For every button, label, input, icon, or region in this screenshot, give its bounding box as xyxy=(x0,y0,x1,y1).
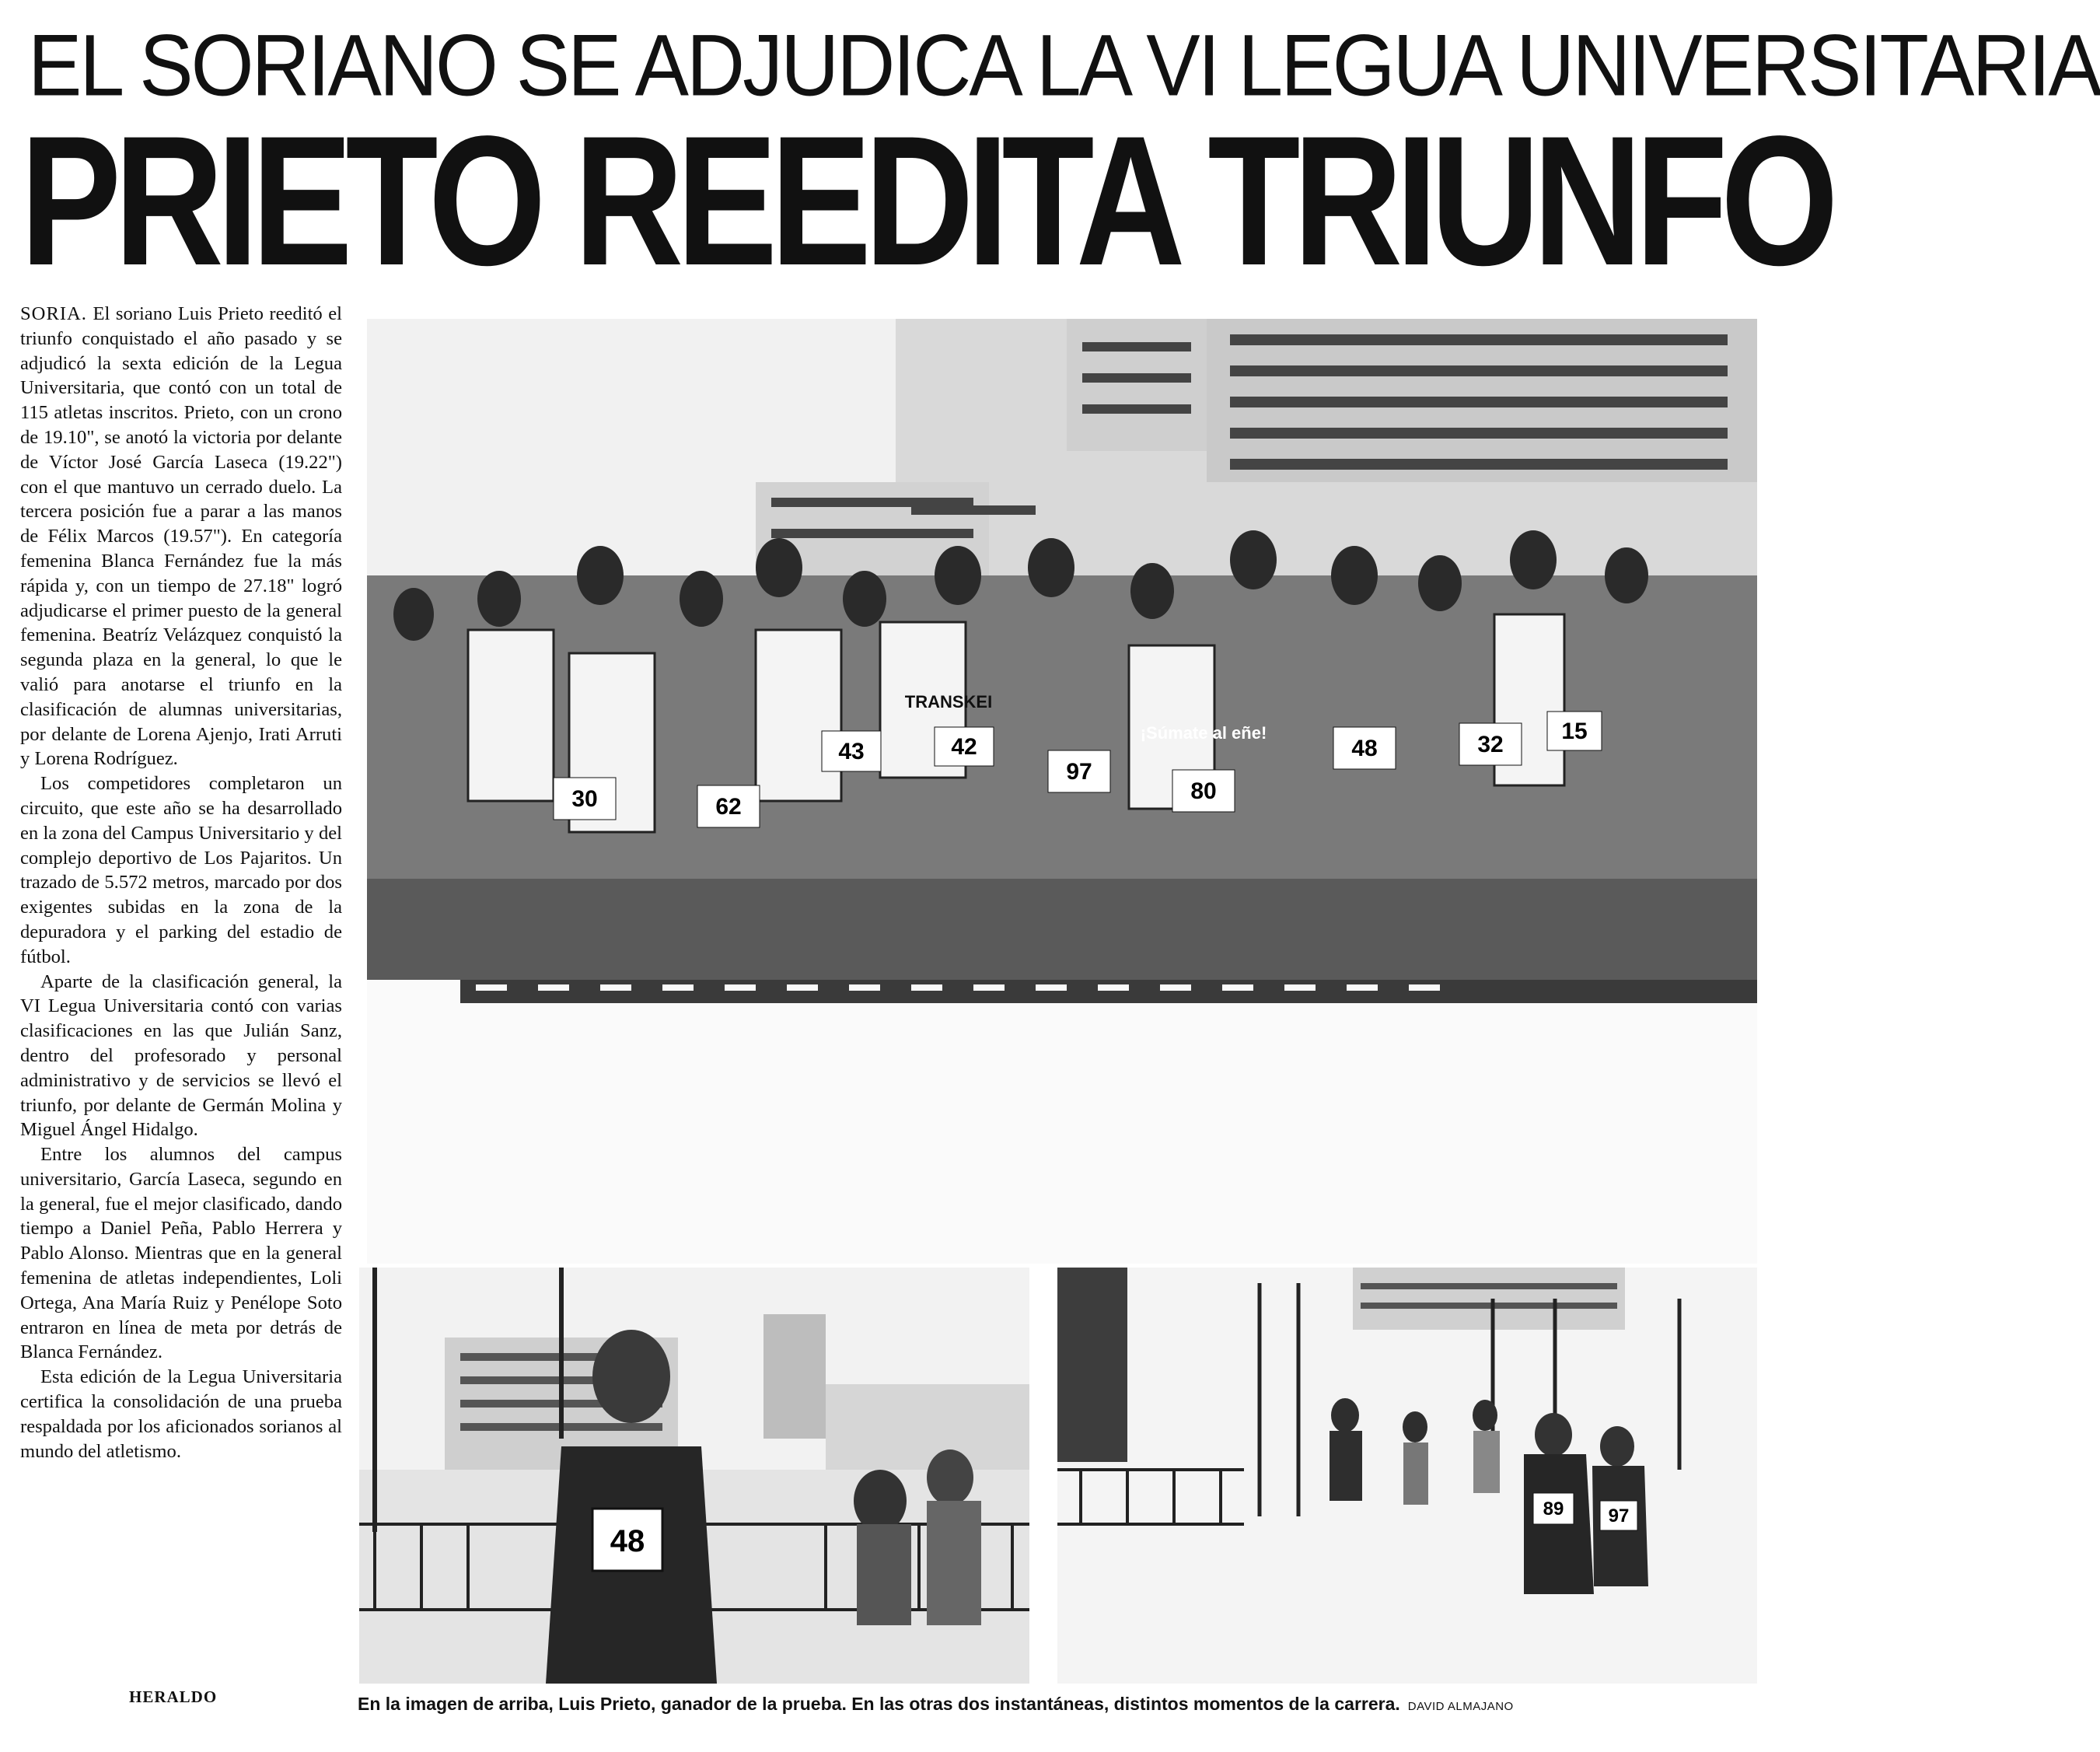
shirt-text-transkei: TRANSKEI xyxy=(904,692,993,712)
newspaper-signature: HERALDO xyxy=(129,1687,218,1706)
main-bib-1: 30 xyxy=(571,786,598,812)
photo-credit: DAVID ALMAJANO xyxy=(1407,1700,1514,1713)
photo-caption xyxy=(358,1694,1749,1715)
article-kicker: EL SORIANO SE ADJUDICA LA VI LEGUA UNIVERSITARIA xyxy=(28,17,2100,115)
paragraph-1: SORIA. El soriano Luis Prieto reeditó el triunfo conquistado el año pasado y se adjudicó la sexta edición de la Legua Universitaria, que contó con un total de 115 atletas inscritos. Prieto, con un crono de 19.10", se anotó la victoria por delante de Víctor José García Laseca (19.22") con el que mantuvo un cerrado duelo. La tercera posición fue a parar a las manos de Félix Marcos (19.57"). En categoría femenina Blanca Fernández fue la más rápida y, con un tiempo de 27.18" logró adjudicarse el primer puesto de la general femenina. Beatríz Velázquez conquistó la segunda plaza en la general, lo que le valió para anotarse el triunfo en la clasificación de alumnas universitarias, por delante de Lorena Ajenjo, Irati Arruti y Lorena Rodríguez. xyxy=(20,303,342,770)
main-bib-2: 62 xyxy=(715,794,742,820)
dateline: SORIA. xyxy=(20,303,87,324)
right-photo-bib-2: 97 xyxy=(1608,1505,1630,1526)
main-bib-7: 48 xyxy=(1351,736,1378,761)
caption-text: En la imagen de arriba, Luis Prieto, ganador de la prueba. En las otras dos instantáneas, distintos momentos de la carrera. xyxy=(358,1694,1400,1714)
article-headline: PRIETO REEDITA TRIUNFO xyxy=(20,96,1832,304)
main-bib-9: 15 xyxy=(1561,719,1588,744)
paragraph-3: Aparte de la clasificación general, la VI Legua Universitaria contó con varias clasificaciones en las que Julián Sanz, dentro del profesorado y personal administrativo y de servicios se llevó el triunfo, por delante de Germán Molina y Miguel Ángel Hidalgo. xyxy=(20,970,342,1141)
paragraph-2: Los competidores completaron un circuito, que este año se ha desarrollado en la zona del Campus Universitario y del complejo deportivo de Los Pajaritos. Un trazado de 5.572 metros, marcado por dos exigentes subidas en la zona de la depuradora y el parking del estadio de fútbol. xyxy=(20,773,342,967)
left-photo-bib: 48 xyxy=(610,1524,645,1558)
shirt-text-enye: ¡Súmate al eñe! xyxy=(1140,723,1267,743)
article-body xyxy=(20,302,342,1701)
main-bib-6: 80 xyxy=(1190,778,1217,804)
paragraph-5: Esta edición de la Legua Universitaria certifica la consolidación de una prueba respaldada por los aficionados sorianos al mundo del atletismo. xyxy=(20,1366,342,1462)
main-bib-4: 42 xyxy=(951,734,977,760)
right-photo-bib-1: 89 xyxy=(1543,1498,1564,1519)
main-bib-3: 43 xyxy=(838,739,865,764)
starting-line-photo xyxy=(367,319,1757,1264)
main-bib-5: 97 xyxy=(1066,759,1092,785)
main-bib-8: 32 xyxy=(1477,732,1504,757)
runners-road-photo xyxy=(1057,1268,1757,1684)
paragraph-4: Entre los alumnos del campus universitario, García Laseca, segundo en la general, fue el mejor clasificado, dando tiempo a Daniel Peña, Pablo Herrera y Pablo Alonso. Mientras que en la general femenina de atletas independientes, Loli Ortega, Ana María Ruiz y Penélope Soto entraron en línea de meta por detrás de Blanca Fernández. xyxy=(20,1144,342,1363)
winner-running-photo xyxy=(359,1268,1029,1684)
